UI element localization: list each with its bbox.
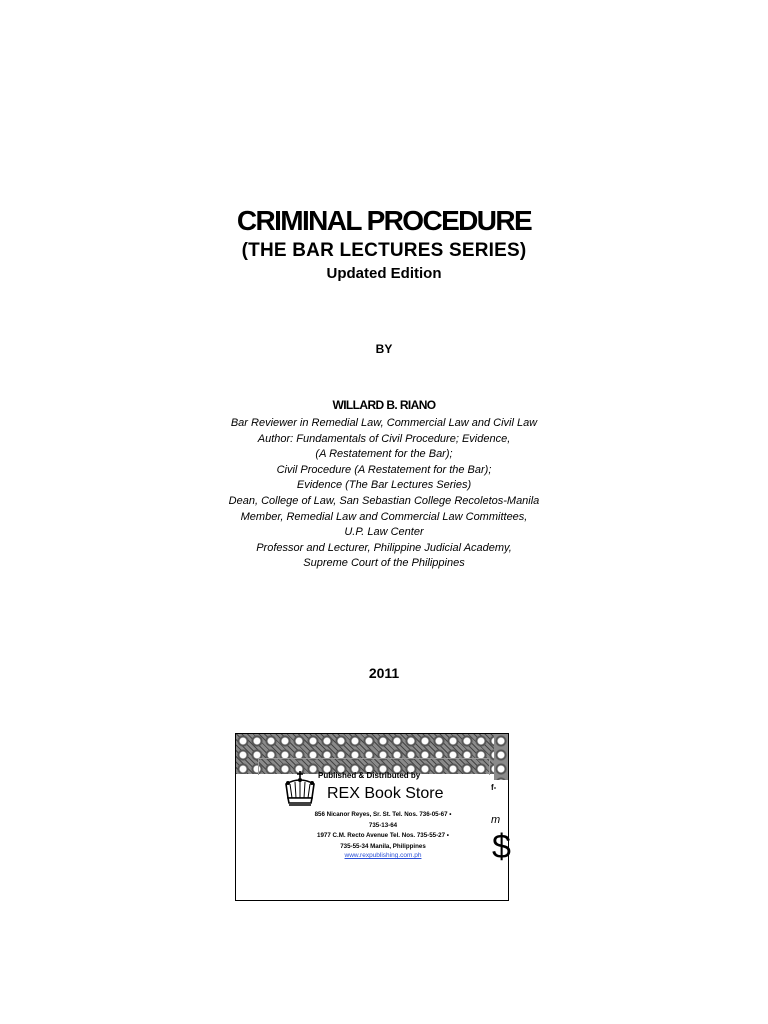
publisher-website-link[interactable]: www.rexpublishing.com.ph bbox=[344, 852, 422, 859]
side-mark: $ bbox=[492, 828, 511, 866]
ornamental-border-side bbox=[494, 734, 508, 780]
credential-line: Professor and Lecturer, Philippine Judicial Academy, bbox=[256, 541, 512, 554]
publication-year: 2011 bbox=[368, 665, 400, 681]
address-line: 1977 C.M. Recto Avenue Tel. Nos. 735-55-27 • bbox=[317, 832, 449, 839]
credential-line: (A Restatement for the Bar); bbox=[315, 448, 453, 461]
credential-line: Member, Remedial Law and Commercial Law Committees, bbox=[240, 510, 528, 523]
book-edition: Updated Edition bbox=[326, 265, 442, 282]
book-subtitle: (THE BAR LECTURES SERIES) bbox=[241, 240, 527, 261]
side-mark: m bbox=[491, 814, 501, 826]
address-line: 735-13-64 bbox=[368, 821, 398, 829]
credential-line: U.P. Law Center bbox=[344, 526, 424, 539]
crown-icon bbox=[283, 770, 317, 808]
publisher-address bbox=[298, 810, 468, 852]
side-mark: f- bbox=[491, 783, 497, 792]
credential-line: Bar Reviewer in Remedial Law, Commercial Law and Civil Law bbox=[230, 417, 538, 429]
credential-line: Evidence (The Bar Lectures Series) bbox=[296, 479, 472, 492]
credential-line: Author: Fundamentals of Civil Procedure; Evidence, bbox=[257, 432, 511, 445]
credential-line: Supreme Court of the Philippines bbox=[303, 557, 465, 570]
author-credentials bbox=[0, 416, 768, 572]
credential-line: Civil Procedure (A Restatement for the Bar); bbox=[276, 463, 492, 476]
publisher-box bbox=[235, 733, 509, 901]
credential-line: Dean, College of Law, San Sebastian College Recoletos-Manila bbox=[228, 494, 540, 507]
address-line: 856 Nicanor Reyes, Sr. St. Tel. Nos. 736-05-67 • bbox=[314, 811, 452, 818]
author-name: WILLARD B. RIANO bbox=[332, 398, 436, 412]
publisher-label: Published & Distributed by bbox=[318, 771, 421, 780]
publisher-name: REX Book Store bbox=[327, 785, 444, 802]
by-label: BY bbox=[375, 342, 393, 356]
book-title: CRIMINAL PROCEDURE bbox=[236, 205, 532, 236]
address-line: 735-55-34 Manila, Philippines bbox=[340, 842, 426, 850]
